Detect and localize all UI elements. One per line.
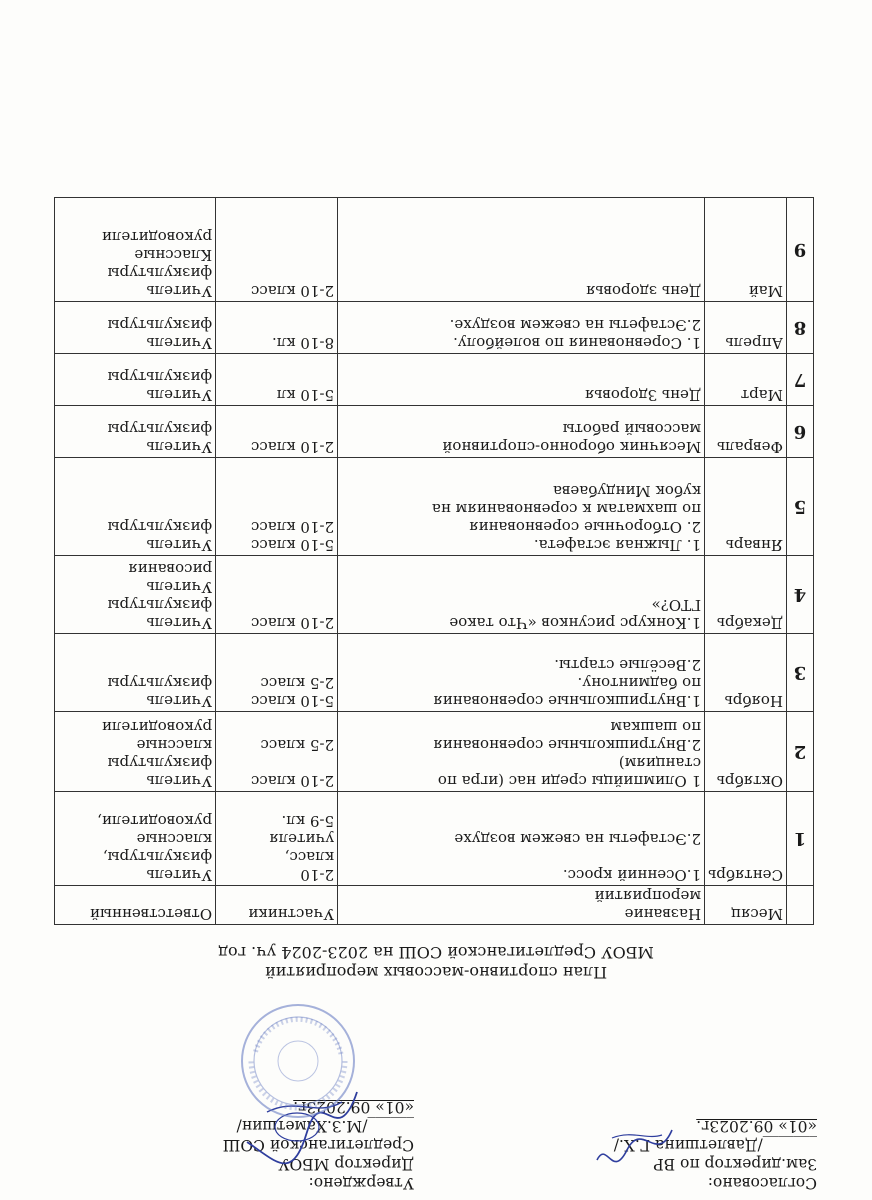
row-responsible-line: физкультуры, [102,848,213,866]
row-responsible-line: физкультуры [107,368,213,386]
header-participants: Участники [216,886,338,925]
agreed-signature-line: _______/Давлетшина Г.Х./ [613,1136,817,1154]
row-month: Январь [705,458,787,556]
row-responsible [55,406,216,458]
row-responsible [55,712,216,792]
row-responsible-line: физкультуры [107,518,213,536]
row-participants [216,634,338,712]
plan-title-line2: МБОУ Средлетиганской СОШ на 2023-2024 уч. год [218,943,654,962]
row-event-line: 2.Весёлые старты. [554,656,702,674]
approved-title: Утверждено: [308,1174,414,1192]
row-participants-line: 2-10 [300,866,335,884]
row-participants-line: 8-10 кл. [271,334,335,352]
row-event-line: кубок Миндубаева [553,482,702,500]
row-participants [216,198,338,302]
table-row [55,556,814,634]
agreed-signature [592,1115,682,1170]
row-month: Апрель [705,302,787,354]
row-responsible-line: Учитель [146,438,213,456]
row-month: Сентябрь [705,792,787,886]
row-month: Ноябрь [705,634,787,712]
row-responsible [55,302,216,354]
row-event [338,302,705,354]
row-responsible-line: руководители [101,718,213,736]
row-responsible-line: физкультуры [107,264,213,282]
approved-position-line1: Директор МБОУ [278,1155,414,1173]
row-participants [216,302,338,354]
row-responsible-line: Учитель рисования [128,560,213,596]
row-number: 8 [787,302,814,354]
row-participants-line: 5-10 кл [276,386,335,404]
row-month: Декабрь [705,556,787,634]
table-row [55,302,814,354]
row-month: Октябрь [705,712,787,792]
row-event [338,458,705,556]
row-event-line: 1. Лыжная эстафета. [533,536,702,554]
row-participants-line: 5-10 класс [250,692,335,710]
row-participants-line: учителя [269,830,335,848]
row-participants-line: 5-10 класс [250,536,335,554]
row-responsible [55,634,216,712]
row-number: 1 [787,792,814,886]
row-event-line: ГТО?» [651,596,702,614]
table-row [55,406,814,458]
row-event [338,198,705,302]
plan-title [0,942,872,982]
row-responsible-line: классные [136,736,213,754]
row-event-line: станциям) [618,754,702,772]
row-responsible [55,198,216,302]
row-participants [216,406,338,458]
row-event [338,556,705,634]
row-event-line: 1.Внутришкольные соревнования [433,692,702,710]
header-num-cell [787,886,814,925]
row-participants [216,556,338,634]
row-event-line [341,848,701,866]
row-event-line: 2.Эстафеты на свежем воздухе. [449,316,702,334]
table-row [55,354,814,406]
row-responsible-line: Учитель [146,386,213,404]
row-number: 3 [787,634,814,712]
row-participants-line: 2-10 класс [250,772,335,790]
row-number: 4 [787,556,814,634]
row-participants-line: 2-10 класс [250,614,335,632]
row-event-line: 1.Осенний кросс. [562,866,702,884]
row-event-line: по шашкам [610,718,702,736]
row-month: Март [705,354,787,406]
row-participants [216,792,338,886]
header-responsible: Ответственный [55,886,216,925]
row-event-line: 2.Внутришкольные соревнования [433,736,702,754]
school-stamp [239,1002,357,1120]
row-number: 7 [787,354,814,406]
events-table [54,197,814,925]
row-responsible [55,354,216,406]
row-responsible [55,556,216,634]
row-event-line: 1.Конкурс рисунков «Что такое [449,614,702,632]
row-number: 6 [787,406,814,458]
row-responsible-line: руководители [101,228,213,246]
header-event [338,886,705,925]
row-responsible-line: Учитель [146,282,213,300]
row-participants [216,458,338,556]
row-participants-line: 2-10 класс [250,438,335,456]
row-responsible-line: Учитель [146,334,213,352]
row-responsible-line: классные [136,830,213,848]
row-event-line: 2. Отборочные соревнования [468,518,702,536]
row-event-line: по бадминтону. [577,674,702,692]
row-responsible-line: руководители, [97,812,213,830]
header-event-line2: мероприятий [594,887,702,905]
table-body [55,198,814,886]
row-event [338,712,705,792]
row-event-line: по шахматам к соревнованиям на [431,500,702,518]
agreed-title: Согласовано: [707,1174,817,1192]
approved-date: «01» 09.2023г. [293,1098,414,1116]
table-row [55,458,814,556]
row-responsible-line: Учитель [146,536,213,554]
table-row [55,198,814,302]
approved-signature-line: ______/М.З.Хаметшин/ [236,1117,414,1135]
approved-position-line2: Средлетиганской СОШ [222,1136,414,1154]
row-responsible-line: физкультуры [107,674,213,692]
row-responsible-line: физкультуры [107,596,213,614]
row-responsible [55,458,216,556]
row-event-line: Месячник оборонно-спортивной [442,438,702,456]
row-responsible-line: Классные [134,246,213,264]
agreed-position: Зам.директор по ВР [653,1155,817,1173]
row-number: 9 [787,198,814,302]
row-event-line: массовый работы [562,420,702,438]
row-event [338,354,705,406]
row-event-line: 2.Эстафеты на свежем воздухе [454,830,702,848]
table-row [55,634,814,712]
row-participants [216,354,338,406]
row-responsible-line: Учитель [146,692,213,710]
row-responsible-line: Учитель [146,772,213,790]
row-participants-line: 2-10 класс [250,518,335,536]
row-responsible-line: физкультуры [107,420,213,438]
row-number: 5 [787,458,814,556]
row-responsible-line: Учитель [146,614,213,632]
row-responsible-line: физкультуры [107,316,213,334]
row-participants-line: класс, [284,848,335,866]
row-month: Май [705,198,787,302]
row-month: Февраль [705,406,787,458]
plan-title-line1: План спортивно-массовых мероприятий [264,963,608,982]
row-number: 2 [787,712,814,792]
row-participants-line [219,754,334,772]
row-event-line: День здоровья [585,282,702,300]
row-participants [216,712,338,792]
row-event-line: 1 Олимпийцы среди нас (игра по [437,772,702,790]
row-event-line: 1. Соревнования по волейболу. [453,334,702,352]
row-event [338,634,705,712]
header-month: Месяц [705,886,787,925]
row-responsible [55,792,216,886]
row-event [338,406,705,458]
header-event-line1: Название [624,905,702,923]
table-row [55,712,814,792]
table-row [55,792,814,886]
row-participants-line: 2-10 класс [250,282,335,300]
row-participants-line: 2-5 класс [260,674,335,692]
row-event-line: День Здоровья [584,386,702,404]
agreed-date: «01» 09.2023г. [696,1117,817,1135]
row-responsible-line: Учитель [146,866,213,884]
table-header-row [55,886,814,925]
row-participants-line: 5-9 кл. [281,812,335,830]
row-responsible-line: физкультуры [107,754,213,772]
row-event [338,792,705,886]
row-participants-line: 2-5 класс [260,736,335,754]
